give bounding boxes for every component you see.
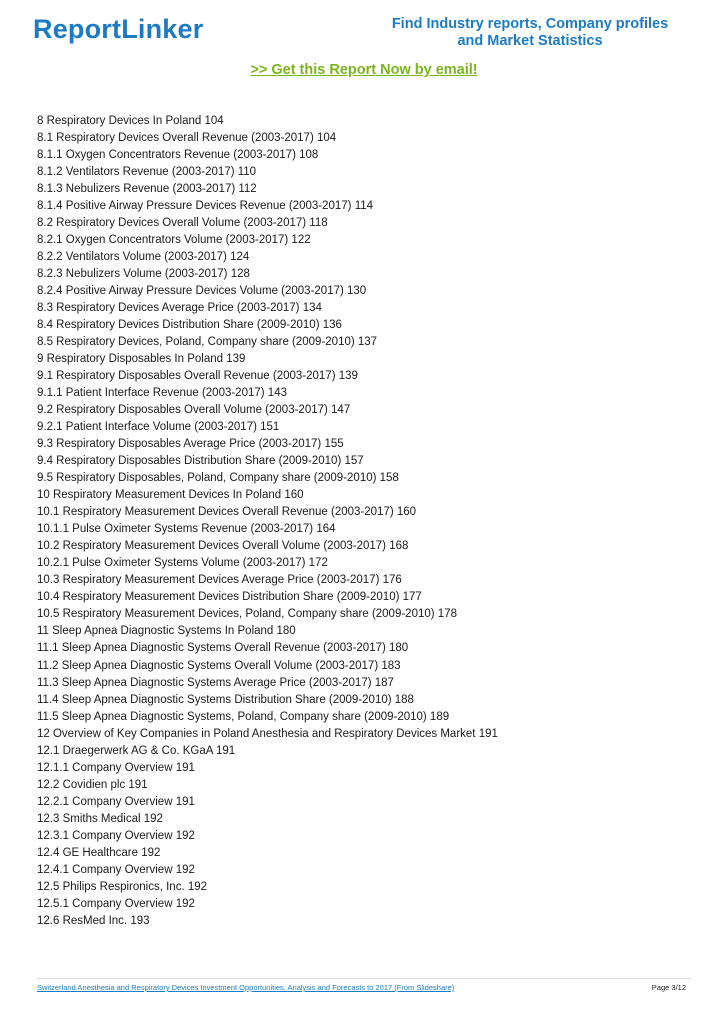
toc-entry: 12.3 Smiths Medical 192 — [37, 812, 163, 825]
toc-entry: 9.4 Respiratory Disposables Distribution Share (2009-2010) 157 — [37, 455, 364, 468]
page-number: Page 3/12 — [651, 983, 686, 992]
table-of-contents — [37, 113, 498, 930]
toc-entry: 12.1 Draegerwerk AG & Co. KGaA 191 — [37, 744, 236, 757]
toc-entry: 9.2 Respiratory Disposables Overall Volume (2003-2017) 147 — [37, 404, 351, 417]
toc-entry: 12.5.1 Company Overview 192 — [37, 897, 195, 910]
toc-entry: 12.2 Covidien plc 191 — [37, 778, 148, 791]
toc-entry: 12 Overview of Key Companies in Poland Anesthesia and Respiratory Devices Market 191 — [37, 727, 498, 740]
reportlinker-logo[interactable]: ReportLinker — [33, 14, 204, 44]
toc-entry: 10.2 Respiratory Measurement Devices Overall Volume (2003-2017) 168 — [37, 540, 409, 553]
toc-entry: 10.1 Respiratory Measurement Devices Overall Revenue (2003-2017) 160 — [37, 506, 417, 519]
toc-entry: 10.3 Respiratory Measurement Devices Average Price (2003-2017) 176 — [37, 574, 402, 587]
toc-entry: 9.2.1 Patient Interface Volume (2003-2017) 151 — [37, 421, 280, 434]
toc-entry: 8.1.3 Nebulizers Revenue (2003-2017) 112 — [37, 183, 257, 196]
toc-entry: 12.1.1 Company Overview 191 — [37, 761, 195, 774]
footer-divider — [37, 978, 691, 979]
toc-entry: 9.5 Respiratory Disposables, Poland, Company share (2009-2010) 158 — [37, 472, 399, 485]
toc-entry: 9.3 Respiratory Disposables Average Price (2003-2017) 155 — [37, 438, 344, 451]
toc-entry: 8.3 Respiratory Devices Average Price (2003-2017) 134 — [37, 302, 322, 315]
toc-entry: 12.4 GE Healthcare 192 — [37, 846, 161, 859]
toc-entry: 11.4 Sleep Apnea Diagnostic Systems Distribution Share (2009-2010) 188 — [37, 693, 414, 706]
toc-entry: 11.1 Sleep Apnea Diagnostic Systems Overall Revenue (2003-2017) 180 — [37, 642, 409, 655]
header-tagline: Find Industry reports, Company profiles and Market Statistics — [391, 16, 669, 49]
footer-source-link[interactable]: Switzerland Anesthesia and Respiratory Devices Investment Opportunities, Analysis and Forecasts to 2017 (From Slideshare) — [37, 983, 455, 992]
toc-entry: 8.2.3 Nebulizers Volume (2003-2017) 128 — [37, 268, 250, 281]
toc-entry: 10.1.1 Pulse Oximeter Systems Revenue (2003-2017) 164 — [37, 523, 336, 536]
toc-entry: 10.4 Respiratory Measurement Devices Distribution Share (2009-2010) 177 — [37, 591, 422, 604]
toc-entry: 9 Respiratory Disposables In Poland 139 — [37, 353, 246, 366]
toc-entry: 12.6 ResMed Inc. 193 — [37, 914, 150, 927]
toc-entry: 11 Sleep Apnea Diagnostic Systems In Poland 180 — [37, 625, 296, 638]
toc-entry: 9.1.1 Patient Interface Revenue (2003-2017) 143 — [37, 387, 287, 400]
toc-entry: 8.2.4 Positive Airway Pressure Devices Volume (2003-2017) 130 — [37, 285, 367, 298]
toc-entry: 8.2.1 Oxygen Concentrators Volume (2003-2017) 122 — [37, 234, 311, 247]
toc-entry: 8.1.2 Ventilators Revenue (2003-2017) 110 — [37, 166, 257, 179]
toc-entry: 11.5 Sleep Apnea Diagnostic Systems, Poland, Company share (2009-2010) 189 — [37, 710, 450, 723]
get-report-link[interactable]: >> Get this Report Now by email! — [250, 62, 478, 78]
toc-entry: 8.2.2 Ventilators Volume (2003-2017) 124 — [37, 251, 250, 264]
toc-entry: 8.1.1 Oxygen Concentrators Revenue (2003-2017) 108 — [37, 149, 319, 162]
toc-entry: 12.5 Philips Respironics, Inc. 192 — [37, 880, 208, 893]
toc-entry: 8.1.4 Positive Airway Pressure Devices Revenue (2003-2017) 114 — [37, 200, 374, 213]
toc-entry: 8 Respiratory Devices In Poland 104 — [37, 115, 224, 127]
toc-entry: 10 Respiratory Measurement Devices In Poland 160 — [37, 489, 304, 502]
toc-entry: 12.3.1 Company Overview 192 — [37, 829, 195, 842]
toc-entry: 9.1 Respiratory Disposables Overall Revenue (2003-2017) 139 — [37, 370, 358, 383]
toc-entry: 11.3 Sleep Apnea Diagnostic Systems Average Price (2003-2017) 187 — [37, 676, 394, 689]
toc-entry: 12.4.1 Company Overview 192 — [37, 863, 195, 876]
toc-entry: 10.5 Respiratory Measurement Devices, Poland, Company share (2009-2010) 178 — [37, 608, 457, 621]
toc-entry: 8.4 Respiratory Devices Distribution Share (2009-2010) 136 — [37, 319, 342, 332]
toc-entry: 8.5 Respiratory Devices, Poland, Company share (2009-2010) 137 — [37, 336, 378, 349]
toc-entry: 11.2 Sleep Apnea Diagnostic Systems Overall Volume (2003-2017) 183 — [37, 659, 401, 672]
toc-entry: 8.1 Respiratory Devices Overall Revenue (2003-2017) 104 — [37, 132, 337, 145]
toc-entry: 12.2.1 Company Overview 191 — [37, 795, 195, 808]
toc-entry: 8.2 Respiratory Devices Overall Volume (2003-2017) 118 — [37, 217, 328, 230]
toc-entry: 10.2.1 Pulse Oximeter Systems Volume (2003-2017) 172 — [37, 557, 328, 570]
